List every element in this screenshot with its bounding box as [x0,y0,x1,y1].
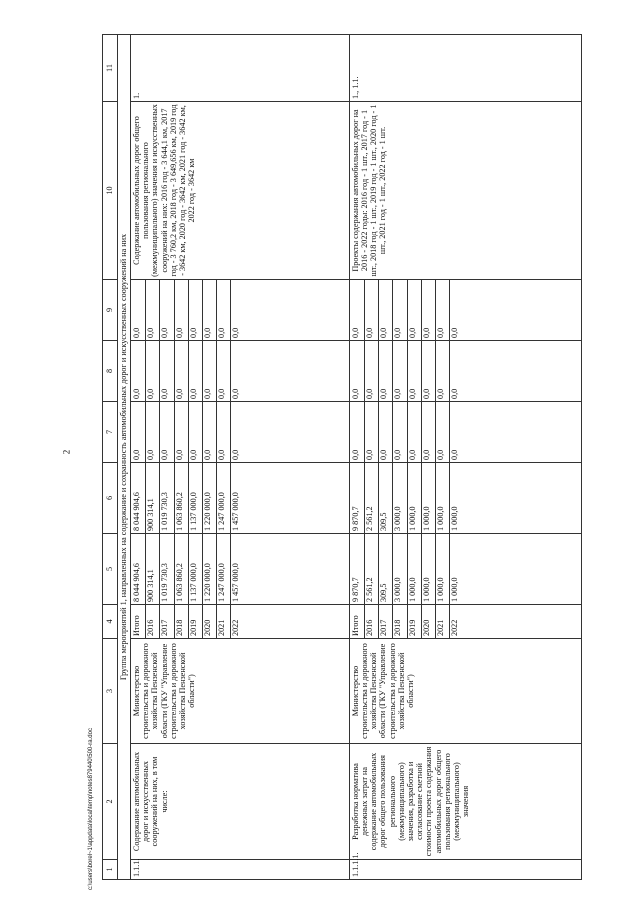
cell-value: 1 247 000,0 [216,463,230,533]
cell-value: 2021 [216,605,230,638]
program-table [102,34,582,880]
cell-value: 0,0 [145,341,159,401]
cell-value: 2019 [188,605,202,638]
cell-value: 0,0 [216,280,230,340]
cell-value: 1 247 000,0 [216,534,230,604]
cell-value: 0,0 [159,280,173,340]
cell-value: 0,0 [364,402,378,462]
cell-value: 0,0 [216,341,230,401]
cell-value: 0,0 [350,388,360,399]
cell-value: 900 314,1 [145,463,159,533]
cell-value: 0,0 [392,402,406,462]
cell-value: 0,0 [159,341,173,401]
cell-value: 0,0 [378,341,392,401]
cell-value: 9 870,7 [350,506,360,531]
cell-value: 0,0 [145,402,159,462]
cell-value: 0,0 [364,341,378,401]
cell-value: 0,0 [407,341,421,401]
header-col-1: 1 [103,860,118,880]
header-col-6: 6 [103,463,118,534]
header-col-11: 11 [103,35,118,102]
cell-value: 0,0 [449,280,463,340]
header-col-9: 9 [103,280,118,341]
cell-value: 2 561,2 [364,534,378,604]
executor: Министерство строительства и дорожного хозяйства Пензенской области (ГКУ "Управление строительства и дорожного хозяйства Пензенской области") [131,639,350,744]
group-title-row [118,35,131,880]
values-col8 [131,341,350,402]
cell-value: 1 063 860,2 [174,463,188,533]
indicator: Проекты содержания автомобильных дорог на 2016 - 2022 годы: 2016 год - 1 шт., 2017 год - 1 шт., 2018 год - 1 шт., 2019 год - 1 шт., 2020 год - 1 шт., 2021 год - 1 шт., 2022 год - 1 шт. [349,102,581,280]
values-col5 [349,534,581,605]
cell-value: 2022 [230,605,244,638]
cell-value: 2018 [392,605,406,638]
table-row [349,35,581,880]
header-col-8: 8 [103,341,118,402]
cell-value: 0,0 [230,402,244,462]
values-col7 [131,402,350,463]
cell-value: 2016 [145,605,159,638]
cell-value: 3 000,0 [392,534,406,604]
cell-value: 0,0 [435,341,449,401]
cell-value: 1 457 000,0 [230,463,244,533]
cell-value: 2022 [449,605,463,638]
cell-value: 2020 [202,605,216,638]
header-col-5: 5 [103,534,118,605]
cell-value: 1 019 730,3 [159,534,173,604]
values-col8 [349,341,581,402]
values-col7 [349,402,581,463]
row-number: 1.1.1. [131,860,350,880]
header-col-4: 4 [103,605,118,639]
cell-value: 0,0 [392,341,406,401]
cell-value: 309,5 [378,534,392,604]
cell-value: 0,0 [132,449,141,460]
cell-value: 0,0 [407,280,421,340]
cell-value: 0,0 [230,341,244,401]
footer-file-path: c:\users\borel~1\appdata\local\temp\notes879440\500-ra.doc [88,728,94,890]
cell-value: 0,0 [174,280,188,340]
cell-value: 1 000,0 [421,534,435,604]
cell-value: 2 561,2 [364,463,378,533]
cell-value: 0,0 [421,402,435,462]
values-col9 [131,280,350,341]
cell-value: 309,5 [378,463,392,533]
cell-value: 0,0 [435,402,449,462]
cell-value: 0,0 [364,280,378,340]
cell-value: 1 019 730,3 [159,463,173,533]
values-col9 [349,280,581,341]
indicator: Содержание автомобильных дорог общего пользования регионального (межмуниципального) значения и искусственных сооружений на них: 2016 год - 3 644,1 км, 2017 год - 3 760,2 км, 2018 год - 3 649,656 км, 2019 год - 3642 км, 2020 год - 3642 км, 2021 год - 3642 км, 2022 год - 3642 км [131,102,350,280]
cell-value: 0,0 [350,449,360,460]
cell-value: 0,0 [174,341,188,401]
link: 1. [131,35,350,102]
cell-value: 3 000,0 [392,463,406,533]
measure-name: Содержание автомобильных дорог и искусственных сооружений на них, в том числе: [131,744,350,860]
cell-value: 2017 [159,605,173,638]
cell-value: 900 314,1 [145,534,159,604]
cell-value: 8 044 904,6 [132,563,141,602]
link: 1., 1.1. [349,35,581,102]
cell-value: 1 000,0 [421,463,435,533]
page-number: 2 [61,449,72,455]
header-col-3: 3 [103,639,118,744]
cell-value: 0,0 [145,280,159,340]
rotated-table-container [102,35,582,880]
header-col-7: 7 [103,402,118,463]
group-title: Группа мероприятий 1, направленных на содержание и сохранность автомобильных дорог и искусственных сооружений на них [118,35,131,880]
cell-value: 0,0 [188,341,202,401]
table-row [131,35,350,880]
cell-value: 1 063 860,2 [174,534,188,604]
values-col6 [349,463,581,534]
executor: Министерство строительства и дорожного хозяйства Пензенской области (ГКУ "Управление строительства и дорожного хозяйства Пензенской области") [349,639,581,744]
cell-value: 0,0 [188,402,202,462]
values-col5 [131,534,350,605]
cell-value: 0,0 [216,402,230,462]
cell-value: 2018 [174,605,188,638]
cell-value: 0,0 [202,341,216,401]
cell-value: 8 044 904,6 [132,492,141,531]
cell-value: 0,0 [230,280,244,340]
cell-value: Итого [132,615,141,636]
cell-value: 2016 [364,605,378,638]
row-number: 1.1.1.1. [349,860,581,880]
cell-value: 1 220 000,0 [202,534,216,604]
cell-value: 0,0 [132,388,141,399]
cell-value: 0,0 [132,327,141,338]
cell-value: Итого [350,615,360,636]
cell-value: 2021 [435,605,449,638]
cell-value: 0,0 [202,402,216,462]
cell-value: 1 000,0 [407,534,421,604]
cell-value: 0,0 [435,280,449,340]
cell-value: 1 000,0 [407,463,421,533]
cell-value: 9 870,7 [350,577,360,602]
cell-value: 0,0 [392,280,406,340]
header-col-10: 10 [103,102,118,280]
cell-value: 0,0 [159,402,173,462]
cell-value: 0,0 [188,280,202,340]
cell-value: 0,0 [449,341,463,401]
values-col6 [131,463,350,534]
cell-value: 1 457 000,0 [230,534,244,604]
header-col-2: 2 [103,744,118,860]
cell-value: 0,0 [378,402,392,462]
cell-value: 0,0 [421,280,435,340]
cell-value: 1 000,0 [435,534,449,604]
cell-value: 1 000,0 [435,463,449,533]
cell-value: 0,0 [174,402,188,462]
cell-value: 1 000,0 [449,534,463,604]
cell-value: 0,0 [378,280,392,340]
cell-value: 0,0 [421,341,435,401]
cell-value: 1 137 000,0 [188,463,202,533]
cell-value: 2017 [378,605,392,638]
values-years [131,605,350,639]
cell-value: 0,0 [350,327,360,338]
cell-value: 2020 [421,605,435,638]
measure-name: Разработка норматива денежных затрат на содержание автомобильных дорог общего пользования регионального (межмуниципального) значения, разработка и согласование сметной стоимости проекта содержания автомобильных дорог общего пользования регионального (межмуниципального) значения [349,744,581,860]
cell-value: 0,0 [449,402,463,462]
cell-value: 0,0 [407,402,421,462]
values-years [349,605,581,639]
header-row [103,35,118,880]
cell-value: 2019 [407,605,421,638]
cell-value: 1 220 000,0 [202,463,216,533]
cell-value: 1 137 000,0 [188,534,202,604]
cell-value: 1 000,0 [449,463,463,533]
cell-value: 0,0 [202,280,216,340]
